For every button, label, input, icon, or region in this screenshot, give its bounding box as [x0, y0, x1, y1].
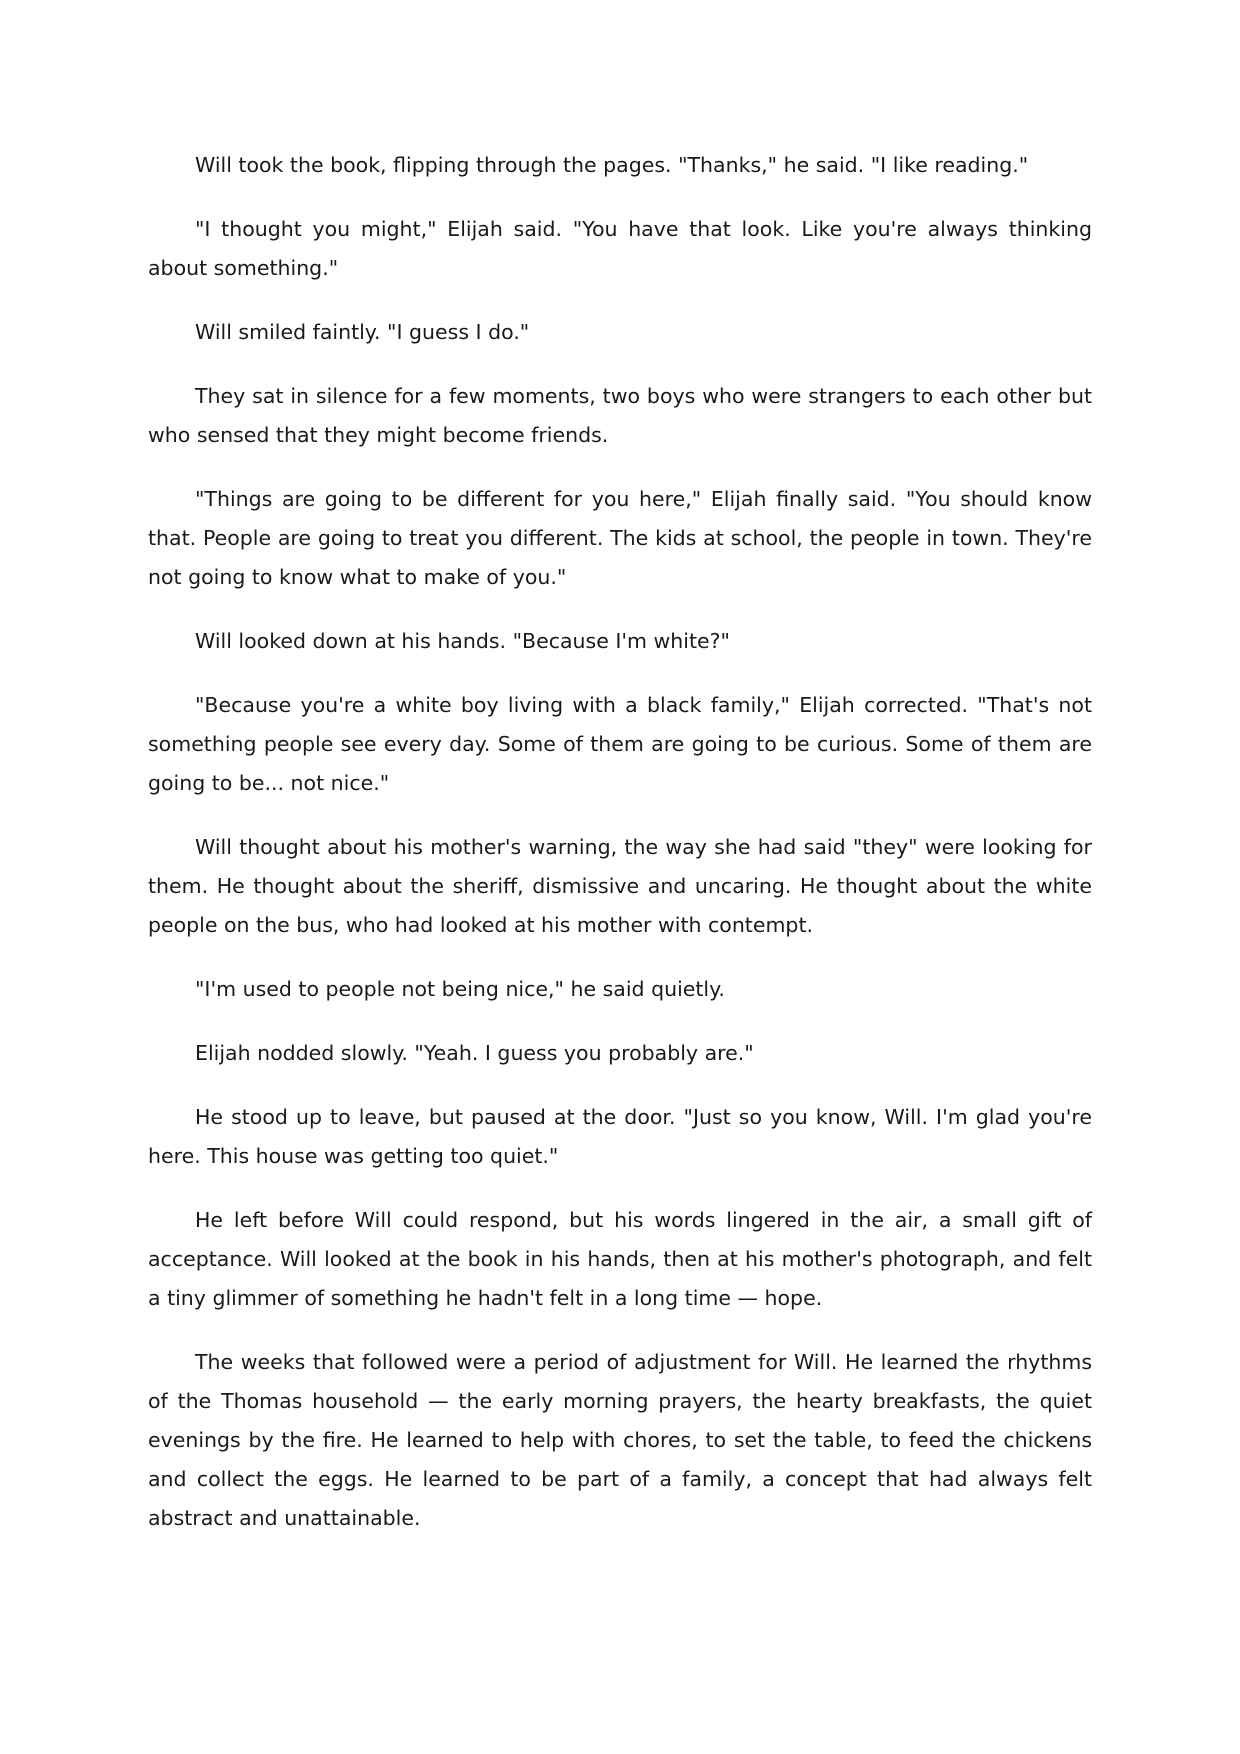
- paragraph-10: Elijah nodded slowly. "Yeah. I guess you probably are.": [195, 1041, 754, 1065]
- paragraph-2: "I thought you might," Elijah said. "You have that look. Like you're always thinking about something.": [148, 217, 1092, 280]
- paragraph-1: Will took the book, flipping through the pages. "Thanks," he said. "I like reading.": [195, 153, 1029, 177]
- paragraph-5: "Things are going to be different for you here," Elijah finally said. "You should know that. People are going to treat you different. The kids at school, the people in town. They're not going to know what to make of you.": [148, 487, 1092, 589]
- paragraph-7: "Because you're a white boy living with a black family," Elijah corrected. "That's not something people see every day. Some of them are going to be curious. Some of them are going to be... not nice.": [148, 693, 1092, 795]
- paragraph-12: He left before Will could respond, but his words lingered in the air, a small gift of acceptance. Will looked at the book in his hands, then at his mother's photograph, and felt a tiny glimmer of something he hadn't felt in a long time — hope.: [148, 1208, 1092, 1310]
- paragraph-3: Will smiled faintly. "I guess I do.": [195, 320, 530, 344]
- paragraph-6: Will looked down at his hands. "Because I'm white?": [195, 629, 730, 653]
- paragraph-9: "I'm used to people not being nice," he said quietly.: [195, 977, 725, 1001]
- paragraph-8: Will thought about his mother's warning, the way she had said "they" were looking for them. He thought about the sheriff, dismissive and uncaring. He thought about the white people on the bus, who had looked at his mother with contempt.: [148, 835, 1092, 937]
- body-text: [148, 146, 1092, 1538]
- paragraph-11: He stood up to leave, but paused at the door. "Just so you know, Will. I'm glad you're here. This house was getting too quiet.": [148, 1105, 1092, 1168]
- paragraph-13: The weeks that followed were a period of adjustment for Will. He learned the rhythms of the Thomas household — the early morning prayers, the hearty breakfasts, the quiet evenings by the fire. He learned to help with chores, to set the table, to feed the chickens and collect the eggs. He learned to be part of a family, a concept that had always felt abstract and unattainable.: [148, 1350, 1092, 1530]
- paragraph-4: They sat in silence for a few moments, two boys who were strangers to each other but who sensed that they might become friends.: [148, 384, 1092, 447]
